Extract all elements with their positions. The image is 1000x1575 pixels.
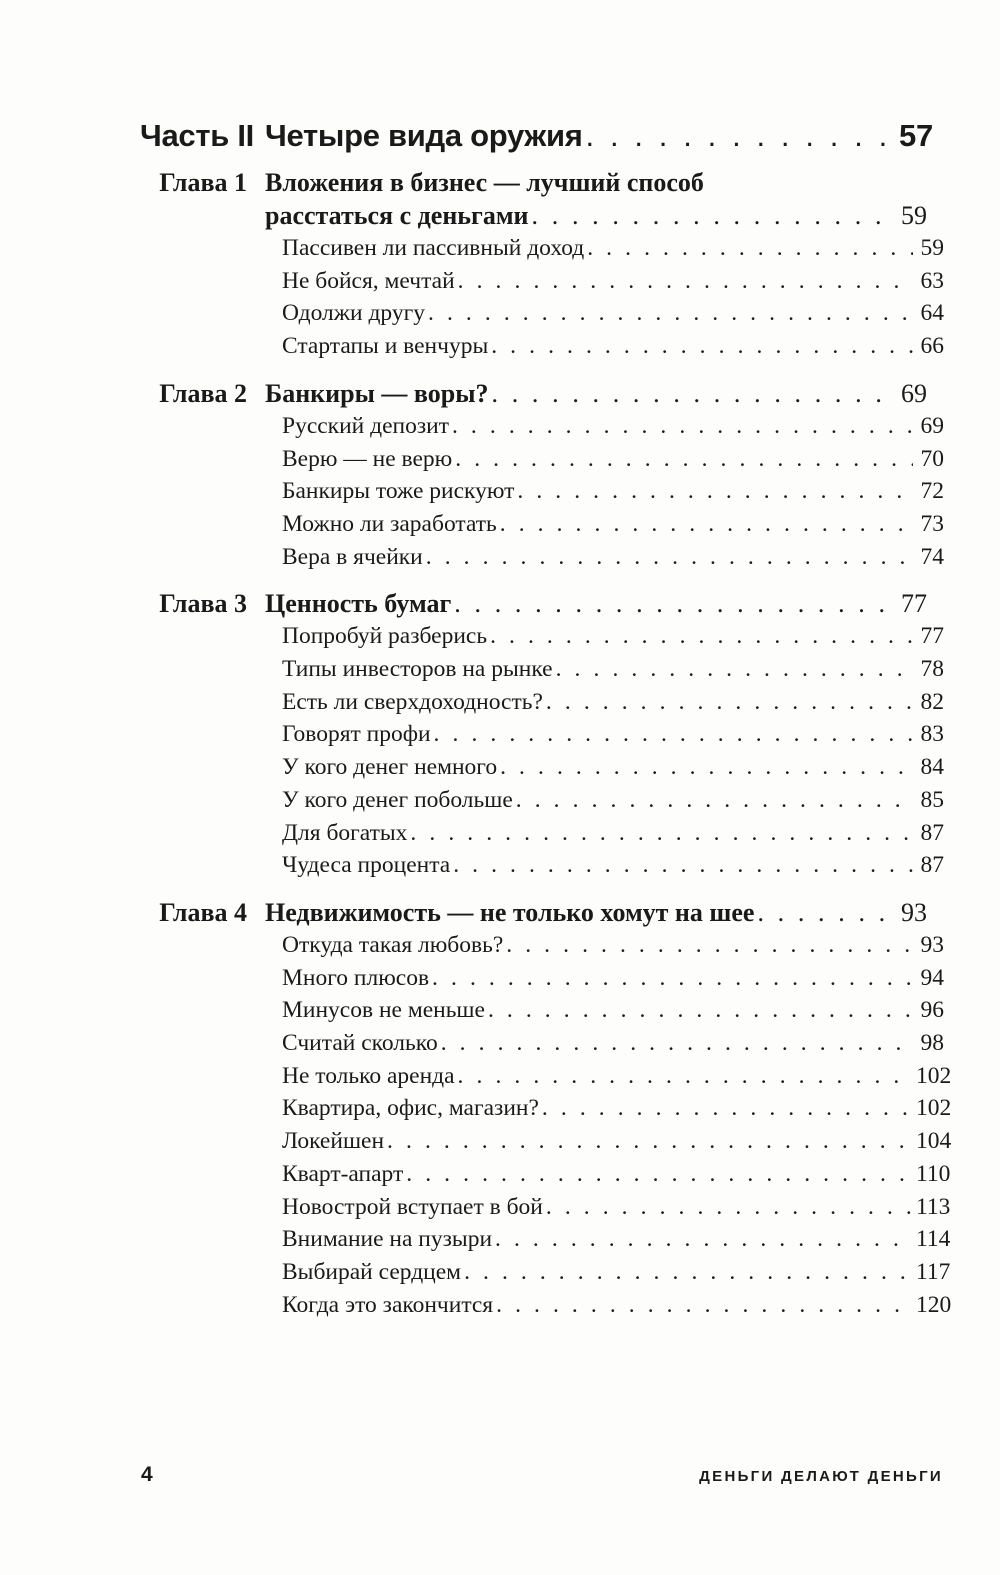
section-title: Для богатых [282, 819, 408, 846]
section-title: Не бойся, мечтай [282, 267, 455, 294]
section-entry [282, 475, 944, 508]
part-title-line [265, 118, 933, 154]
chapter-title: Ценность бумаг [265, 589, 452, 619]
chapter-title: Вложения в бизнес — лучший способ [265, 168, 704, 197]
chapter-title-line [265, 166, 927, 199]
dot-leader [441, 1027, 913, 1060]
section-list [282, 410, 944, 574]
section-page: 94 [920, 964, 944, 991]
dot-leader [500, 508, 913, 541]
section-page: 104 [916, 1128, 952, 1155]
section-entry [282, 232, 944, 265]
section-page: 72 [920, 478, 944, 505]
dot-leader [432, 962, 913, 995]
dot-leader [453, 849, 913, 882]
part-heading [0, 118, 1000, 166]
dot-leader [454, 587, 896, 620]
section-page: 96 [920, 997, 944, 1024]
section-entry [282, 443, 944, 476]
section-list [282, 929, 952, 1321]
section-page: 84 [920, 754, 944, 781]
section-entry [282, 1060, 952, 1093]
chapter [0, 166, 1000, 363]
running-title: ДЕНЬГИ ДЕЛАЮТ ДЕНЬГИ [699, 1468, 943, 1485]
section-page: 114 [916, 1226, 951, 1253]
page-footer [0, 1463, 1000, 1493]
section-title: Попробуй разберись [282, 623, 488, 650]
section-page: 87 [920, 852, 944, 879]
dot-leader [458, 265, 913, 298]
section-title: Много плюсов [282, 964, 430, 991]
section-list [282, 620, 944, 882]
section-page: 77 [920, 623, 944, 650]
section-title: Чудеса процента [282, 852, 451, 879]
chapter-page: 69 [901, 378, 927, 408]
dot-leader [532, 199, 896, 232]
chapter-title-block [265, 896, 927, 929]
section-entry [282, 1191, 951, 1224]
chapter [0, 896, 1000, 1321]
chapter-page: 77 [901, 589, 927, 619]
section-page: 85 [920, 786, 944, 813]
dot-leader [496, 1289, 913, 1322]
dot-leader [387, 1125, 913, 1158]
section-page: 59 [920, 235, 944, 261]
dot-leader [455, 443, 913, 476]
section-title: Локейшен [282, 1128, 385, 1155]
chapter-title-line [265, 587, 927, 620]
dot-leader [490, 620, 913, 653]
table-of-contents [0, 118, 1000, 1321]
section-entry [282, 849, 944, 882]
dot-leader [546, 1191, 913, 1224]
section-entry [282, 962, 944, 995]
section-page: 73 [920, 510, 944, 537]
chapter [0, 587, 1000, 882]
section-entry [282, 620, 944, 653]
chapter-label: Глава 1 [159, 168, 247, 197]
chapter-label: Глава 2 [159, 378, 247, 408]
dot-leader [542, 1092, 913, 1125]
section-entry [282, 1125, 952, 1158]
section-page: 87 [920, 819, 944, 846]
chapter-title-block [265, 587, 927, 620]
section-entry [282, 653, 944, 686]
section-page: 98 [920, 1030, 944, 1057]
dot-leader [488, 994, 913, 1027]
chapter-title-line [265, 377, 927, 410]
section-title: Говорят профи [282, 721, 431, 748]
dot-leader [506, 929, 913, 962]
section-title: У кого денег немного [282, 754, 498, 781]
section-page: 102 [916, 1095, 952, 1122]
section-title: Кварт-апарт [282, 1160, 404, 1187]
chapter-title-line [265, 199, 927, 232]
section-entry [282, 1223, 951, 1256]
dot-leader [410, 817, 913, 850]
section-entry [282, 1027, 944, 1060]
chapter-label: Глава 4 [159, 897, 247, 927]
section-title: Банкиры тоже рискуют [282, 478, 515, 505]
chapter [0, 377, 1000, 574]
dot-leader [500, 751, 913, 784]
dot-leader [426, 541, 913, 574]
dot-leader [586, 118, 896, 154]
section-title: Минусов не меньше [282, 997, 485, 1024]
chapter-title-block [265, 377, 927, 410]
section-page: 78 [920, 656, 944, 683]
dot-leader [556, 653, 913, 686]
section-title: Вера в ячейки [282, 543, 423, 570]
section-page: 64 [920, 300, 944, 327]
section-entry [282, 929, 944, 962]
chapter-title: расстаться с деньгами [265, 201, 529, 230]
dot-leader [757, 896, 896, 929]
section-page: 83 [920, 721, 944, 748]
section-page: 117 [916, 1258, 951, 1285]
chapter-heading [0, 166, 1000, 232]
chapter-heading [0, 587, 1000, 620]
section-title: Когда это закончится [282, 1291, 494, 1318]
section-entry [282, 817, 944, 850]
section-list [282, 232, 944, 363]
dot-leader [458, 1060, 913, 1093]
section-title: Можно ли заработать [282, 510, 497, 537]
section-page: 69 [920, 412, 944, 439]
section-entry [282, 297, 944, 330]
chapter-label: Глава 3 [159, 589, 247, 619]
section-entry [282, 508, 944, 541]
dot-leader [434, 718, 913, 751]
section-entry [282, 994, 944, 1027]
section-title: Пассивен ли пассивный доход [282, 235, 585, 261]
section-title: Выбирай сердцем [282, 1258, 462, 1285]
dot-leader [495, 1223, 913, 1256]
section-title: Стартапы и венчуры [282, 333, 489, 360]
section-entry [282, 410, 944, 443]
section-title: Откуда такая любовь? [282, 931, 504, 958]
section-title: Типы инвесторов на рынке [282, 656, 553, 683]
page-number: 4 [141, 1463, 153, 1486]
section-page: 120 [916, 1291, 952, 1318]
part-title: Четыре вида оружия [265, 118, 583, 153]
chapter-heading [0, 377, 1000, 410]
dot-leader [406, 1158, 913, 1191]
section-title: Внимание на пузыри [282, 1226, 493, 1253]
section-page: 74 [920, 543, 944, 570]
section-page: 70 [920, 445, 944, 472]
dot-leader [452, 410, 913, 443]
section-page: 66 [920, 333, 944, 360]
section-title: Есть ли сверхдоходность? [282, 688, 543, 715]
section-page: 113 [916, 1193, 951, 1220]
section-entry [282, 751, 944, 784]
dot-leader [428, 297, 913, 330]
section-entry [282, 784, 944, 817]
section-title: Русский депозит [282, 412, 449, 439]
section-entry [282, 330, 944, 363]
section-title: Считай сколько [282, 1030, 438, 1057]
section-page: 110 [916, 1160, 951, 1187]
dot-leader [516, 784, 913, 817]
section-entry [282, 265, 944, 298]
dot-leader [492, 377, 896, 410]
section-entry [282, 1256, 951, 1289]
section-entry [282, 541, 944, 574]
section-title: Новострой вступает в бой [282, 1193, 543, 1220]
chapter-title-block [265, 166, 927, 232]
section-entry [282, 718, 944, 751]
part-label: Часть II [140, 118, 254, 153]
dot-leader [587, 232, 913, 265]
dot-leader [491, 330, 913, 363]
section-entry [282, 1158, 951, 1191]
chapter-page: 93 [901, 897, 927, 927]
chapter-title: Банкиры — воры? [265, 378, 489, 408]
chapter-title: Недвижимость — не только хомут на шее [265, 897, 755, 927]
dot-leader [546, 686, 913, 719]
chapter-page: 59 [901, 201, 927, 230]
chapter-title-line [265, 896, 927, 929]
chapter-list [0, 166, 1000, 1321]
chapter-heading [0, 896, 1000, 929]
dot-leader [517, 475, 913, 508]
section-page: 63 [920, 267, 944, 294]
dot-leader [464, 1256, 913, 1289]
section-title: Верю — не верю [282, 445, 453, 472]
section-entry [282, 1092, 952, 1125]
section-entry [282, 686, 944, 719]
section-title: Квартира, офис, магазин? [282, 1095, 539, 1122]
section-entry [282, 1289, 952, 1322]
section-page: 93 [920, 931, 944, 958]
section-title: Не только аренда [282, 1062, 455, 1089]
section-page: 82 [920, 688, 944, 715]
section-title: Одолжи другу [282, 300, 426, 327]
section-title: У кого денег побольше [282, 786, 513, 813]
section-page: 102 [916, 1062, 952, 1089]
part-page: 57 [899, 118, 933, 153]
